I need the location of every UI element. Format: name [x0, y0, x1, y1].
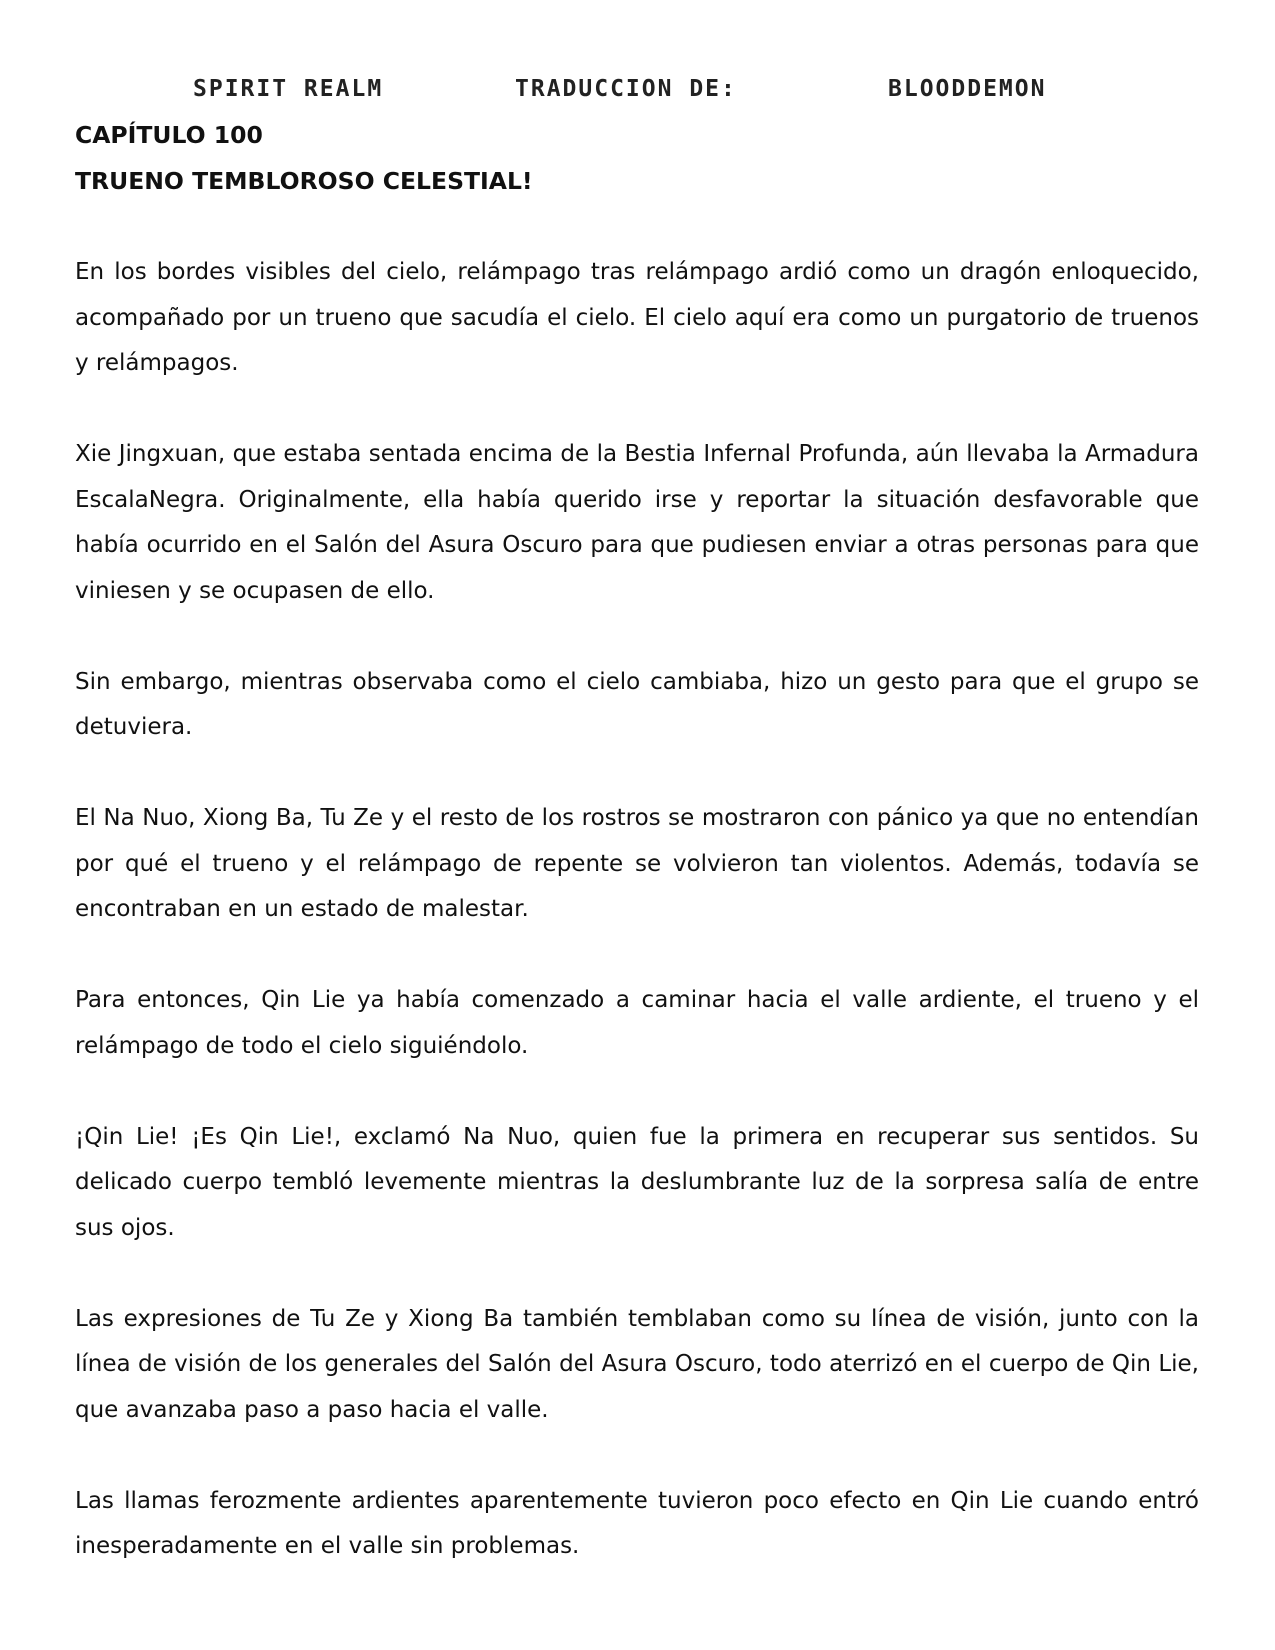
body-paragraph: Para entonces, Qin Lie ya había comenzado a caminar hacia el valle ardiente, el trueno y el relámpago de todo el cielo siguiéndolo. [75, 987, 1199, 1059]
body-paragraph: ¡Qin Lie! ¡Es Qin Lie!, exclamó Na Nuo, quien fue la primera en recuperar sus sentidos. Su delicado cuerpo tembló levemente mientras la deslumbrante luz de la sorpresa salía de entre sus ojos. [75, 1123, 1199, 1241]
body-paragraph: Las llamas ferozmente ardientes aparentemente tuvieron poco efecto en Qin Lie cuando entró inesperadamente en el valle sin problemas. [75, 1487, 1199, 1559]
body-paragraph: Xie Jingxuan, que estaba sentada encima de la Bestia Infernal Profunda, aún llevaba la Armadura EscalaNegra. Originalmente, ella había querido irse y reportar la situación desfavorable que había ocurrido en el Salón del Asura Oscuro para que pudiesen enviar a otras personas para que viniesen y se ocupasen de ello. [75, 441, 1199, 604]
body-paragraph: En los bordes visibles del cielo, relámpago tras relámpago ardió como un dragón enloquecido, acompañado por un trueno que sacudía el cielo. El cielo aquí era como un purgatorio de truenos y relámpagos. [75, 259, 1199, 376]
chapter-number: CAPÍTULO 100 [75, 121, 263, 149]
body-paragraph: Las expresiones de Tu Ze y Xiong Ba también temblaban como su línea de visión, junto con la línea de visión de los generales del Salón del Asura Oscuro, todo aterrizó en el cuerpo de Qin Lie, que avanzaba paso a paso hacia el valle. [75, 1305, 1199, 1423]
header-translation-label: TRADUCCION DE: [515, 76, 737, 102]
header-series-title: SPIRIT REALM [193, 76, 384, 102]
chapter-title: TRUENO TEMBLOROSO CELESTIAL! [75, 167, 533, 195]
page-header [75, 66, 1199, 112]
chapter-body [75, 250, 1199, 1570]
header-translator-name: BLOODDEMON [888, 76, 1047, 102]
body-paragraph: Sin embargo, mientras observaba como el cielo cambiaba, hizo un gesto para que el grupo se detuviera. [75, 668, 1199, 740]
body-paragraph: El Na Nuo, Xiong Ba, Tu Ze y el resto de los rostros se mostraron con pánico ya que no entendían por qué el trueno y el relámpago de repente se volvieron tan violentos. Además, todavía se encontraban en un estado de malestar. [75, 805, 1199, 922]
document-page [75, 66, 1199, 1615]
